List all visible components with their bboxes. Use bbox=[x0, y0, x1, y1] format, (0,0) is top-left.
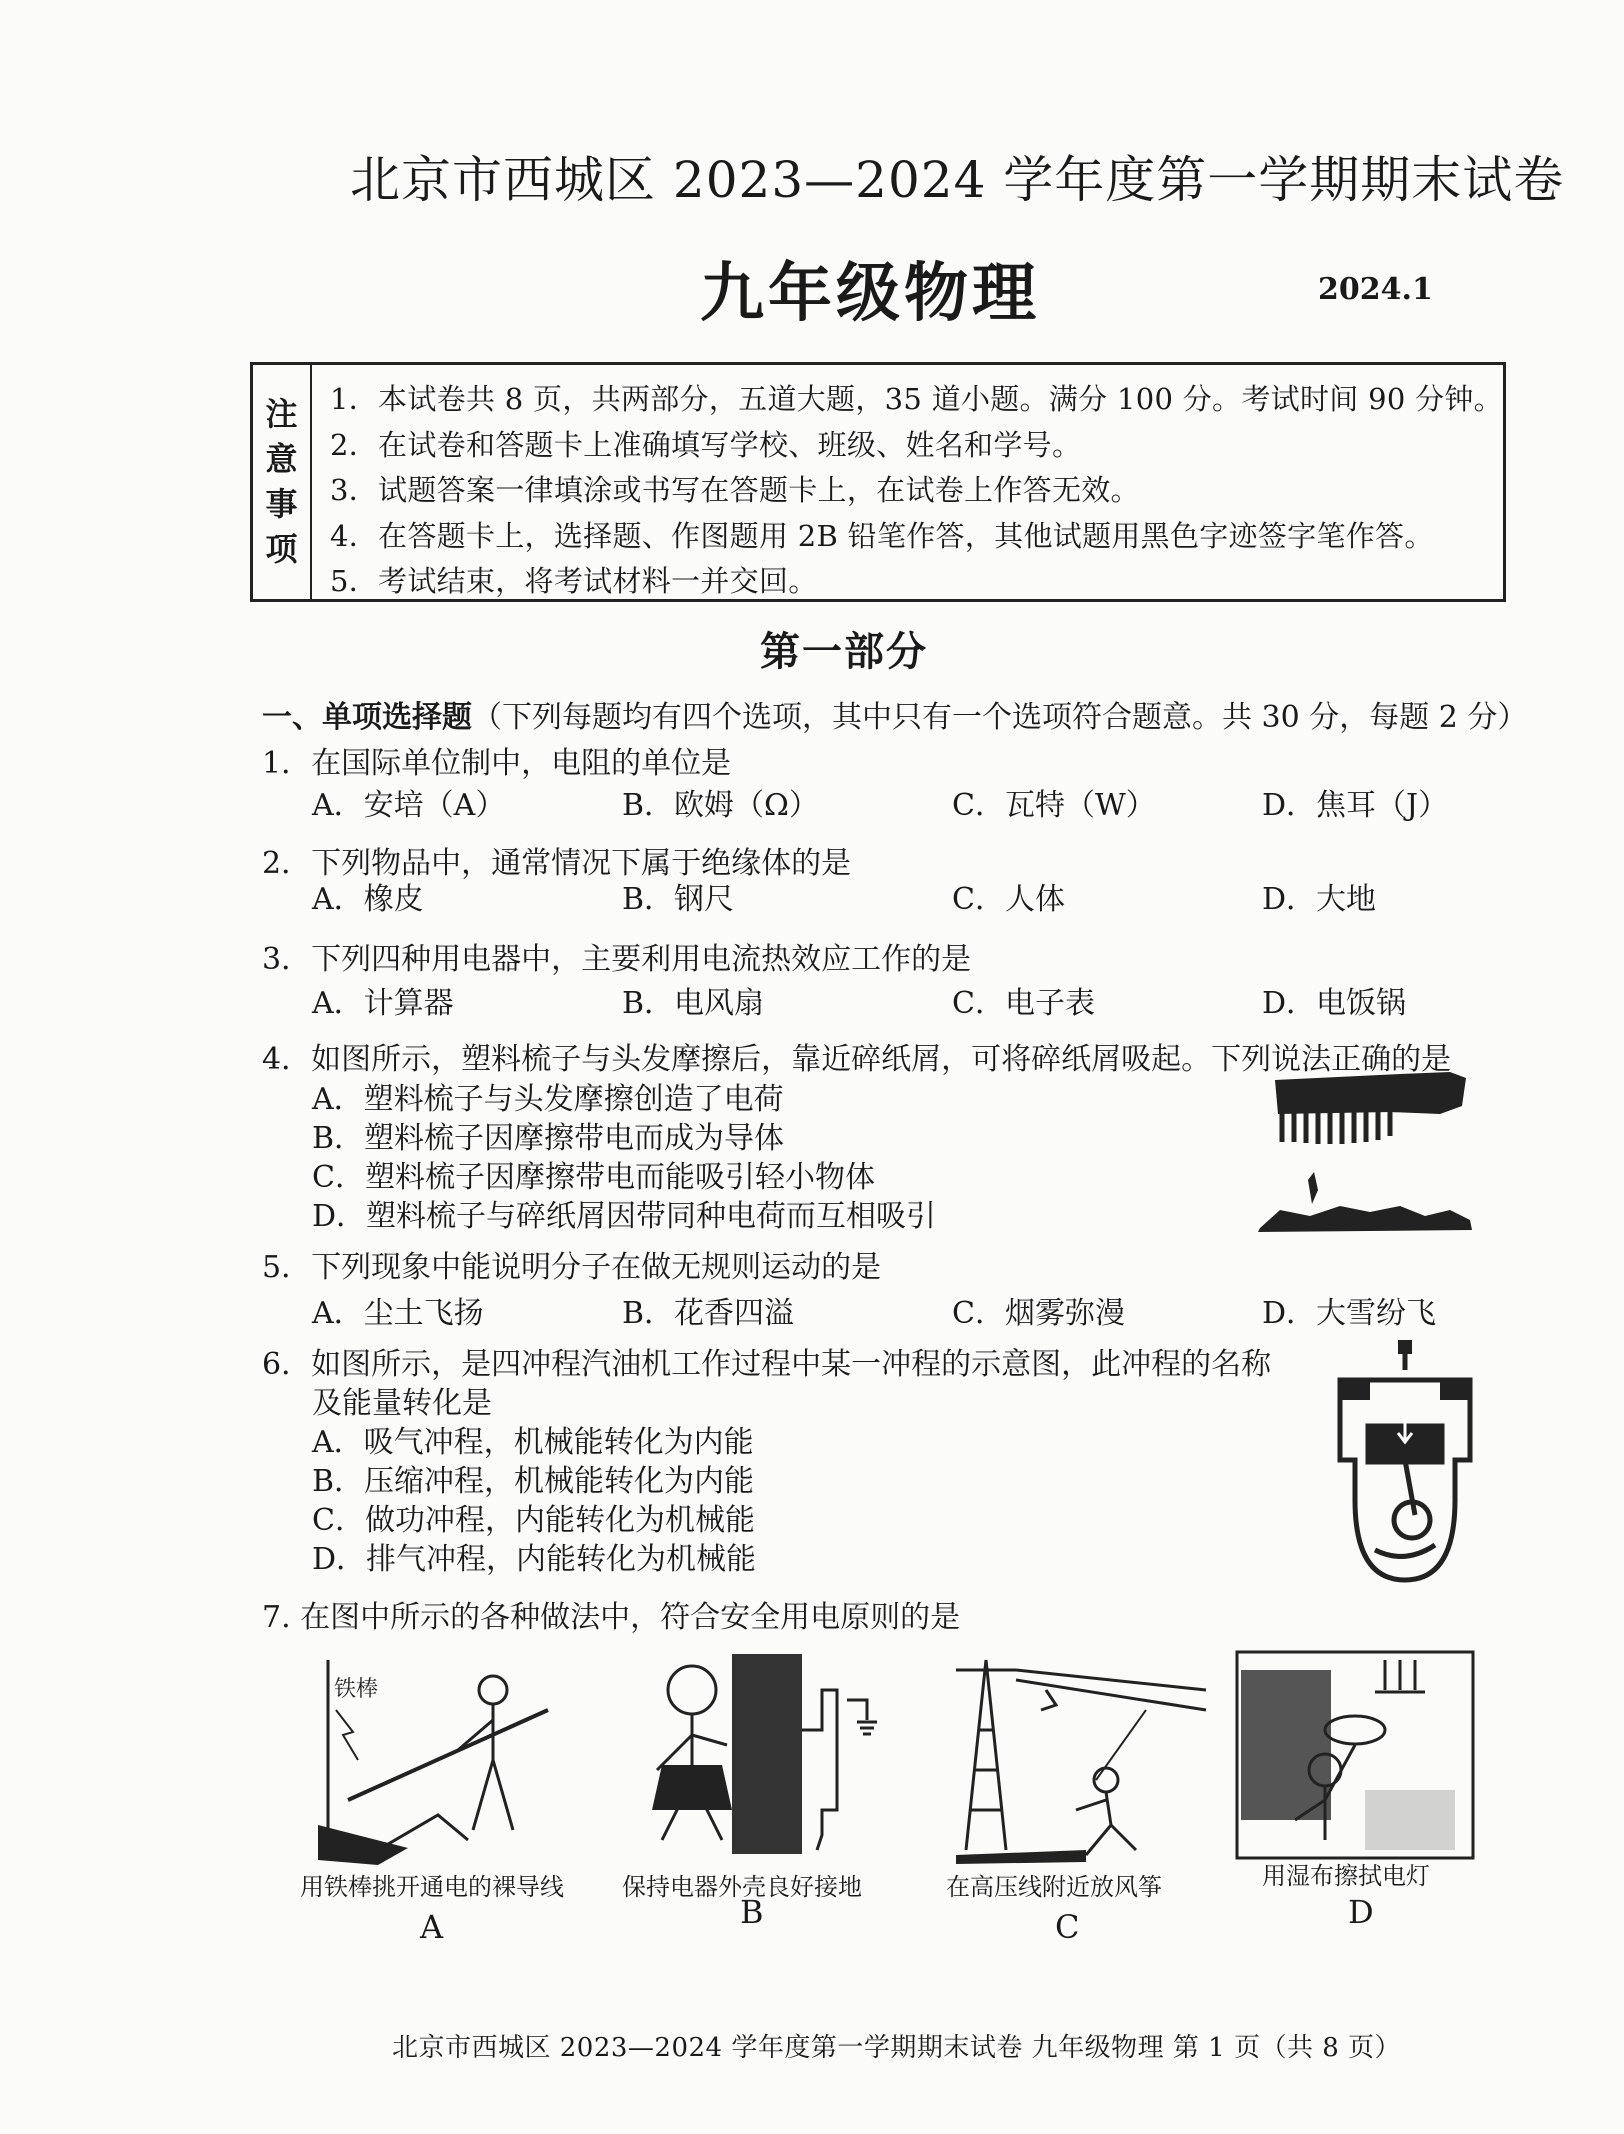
notice-item: 3．试题答案一律填涂或书写在答题卡上，在试卷上作答无效。 bbox=[330, 473, 1140, 507]
question-option: C．人体 bbox=[952, 882, 1065, 917]
notice-box bbox=[250, 362, 1506, 602]
question-option: D．焦耳（J） bbox=[1262, 788, 1449, 823]
engine-figure bbox=[1330, 1340, 1480, 1590]
question-option: A．橡皮 bbox=[312, 882, 424, 917]
comb bbox=[1275, 1072, 1466, 1144]
question-option: A．塑料梳子与头发摩擦创造了电荷 bbox=[312, 1082, 784, 1117]
question-option: C．电子表 bbox=[952, 986, 1095, 1021]
question-option: B．钢尺 bbox=[622, 882, 735, 917]
question-option: C．塑料梳子因摩擦带电而能吸引轻小物体 bbox=[312, 1160, 875, 1195]
notice-item: 1．本试卷共 8 页，共两部分，五道大题，35 道小题。满分 100 分。考试时间 90 分钟。 bbox=[330, 382, 1503, 416]
comb-figure bbox=[1250, 1070, 1480, 1235]
section-title-bold: 一、单项选择题 bbox=[262, 700, 472, 735]
spark-plug-tip bbox=[1398, 1340, 1412, 1354]
question-stem: 5．下列现象中能说明分子在做无规则运动的是 bbox=[262, 1250, 882, 1285]
notice-items bbox=[312, 365, 1503, 599]
figure-c-caption: 在高压线附近放风筝 bbox=[946, 1873, 1162, 1901]
question-option: D．大地 bbox=[1262, 882, 1377, 917]
question-option: C．瓦特（W） bbox=[952, 788, 1156, 823]
question-stem: 3．下列四种用电器中，主要利用电流热效应工作的是 bbox=[262, 942, 972, 977]
question-option: D．排气冲程，内能转化为机械能 bbox=[312, 1542, 757, 1577]
intake-valve bbox=[1340, 1380, 1370, 1400]
figure-b-illustration bbox=[622, 1650, 902, 1870]
figure-a-caption: 用铁棒挑开通电的裸导线 bbox=[300, 1873, 564, 1901]
figure-d-letter: D bbox=[1348, 1893, 1374, 1931]
question-stem: 4．如图所示，塑料梳子与头发摩擦后，靠近碎纸屑，可将碎纸屑吸起。下列说法正确的是 bbox=[262, 1042, 1452, 1077]
question-stem: 1．在国际单位制中，电阻的单位是 bbox=[262, 746, 732, 781]
section-title-rest: （下列每题均有四个选项，其中只有一个选项符合题意。共 30 分，每题 2 分） bbox=[472, 700, 1528, 735]
question-stem: 2．下列物品中，通常情况下属于绝缘体的是 bbox=[262, 846, 852, 881]
question-option: D．大雪纷飞 bbox=[1262, 1296, 1437, 1331]
lamp-icon bbox=[1325, 1716, 1385, 1744]
figure-c-illustration bbox=[946, 1650, 1216, 1870]
question-option: D．电饭锅 bbox=[1262, 986, 1407, 1021]
notice-label-char: 注 bbox=[265, 395, 298, 433]
exhaust-valve bbox=[1440, 1380, 1470, 1400]
power-tower bbox=[956, 1660, 1016, 1850]
question-option: C．烟雾弥漫 bbox=[952, 1296, 1125, 1331]
figure-d-caption: 用湿布擦拭电灯 bbox=[1262, 1862, 1430, 1890]
figure-a-letter: A bbox=[420, 1908, 444, 1946]
kite-icon bbox=[1041, 1690, 1056, 1710]
question-stem-continued: 及能量转化是 bbox=[312, 1386, 492, 1421]
exam-date: 2024.1 bbox=[1318, 272, 1433, 307]
figure-c-letter: C bbox=[1055, 1908, 1080, 1946]
paper-scraps bbox=[1258, 1172, 1472, 1232]
cylinder-outline bbox=[1340, 1380, 1470, 1580]
question-option: A．计算器 bbox=[312, 986, 454, 1021]
notice-item: 4．在答题卡上，选择题、作图题用 2B 铅笔作答，其他试题用黑色字迹签字笔作答。 bbox=[330, 518, 1434, 553]
notice-item: 2．在试卷和答题卡上准确填写学校、班级、姓名和学号。 bbox=[330, 427, 1082, 462]
ground-wire bbox=[802, 1690, 867, 1850]
connecting-rod bbox=[1405, 1460, 1415, 1515]
figure-b-caption: 保持电器外壳良好接地 bbox=[622, 1873, 862, 1901]
exam-subtitle: 九年级物理 bbox=[700, 256, 1040, 331]
exam-title: 北京市西城区 2023—2024 学年度第一学期期末试卷 bbox=[350, 151, 1565, 209]
question-option: A．吸气冲程，机械能转化为内能 bbox=[312, 1425, 754, 1460]
question-option: C．做功冲程，内能转化为机械能 bbox=[312, 1503, 755, 1538]
figure-b-letter: B bbox=[740, 1893, 764, 1931]
curtain bbox=[1241, 1670, 1331, 1820]
question-stem: 7. 在图中所示的各种做法中，符合安全用电原则的是 bbox=[262, 1600, 961, 1635]
iron-rod-label: 铁棒 bbox=[334, 1677, 379, 1702]
figure-a-illustration bbox=[298, 1650, 578, 1870]
notice-item: 5．考试结束，将考试材料一并交回。 bbox=[330, 564, 818, 598]
part-title: 第一部分 bbox=[760, 628, 928, 675]
page-footer: 北京市西城区 2023—2024 学年度第一学期期末试卷 九年级物理 第 1 页（共 8 页） bbox=[392, 2033, 1402, 2063]
notice-label-char: 项 bbox=[265, 530, 298, 568]
question-option: A．安培（A） bbox=[312, 788, 506, 823]
question-option: B．塑料梳子因摩擦带电而成为导体 bbox=[312, 1121, 785, 1156]
notice-label-char: 事 bbox=[265, 485, 298, 523]
notice-label bbox=[253, 365, 312, 599]
question-option: B．压缩冲程，机械能转化为内能 bbox=[312, 1464, 755, 1499]
question-option: D．塑料梳子与碎纸屑因带同种电荷而互相吸引 bbox=[312, 1199, 937, 1234]
section-title bbox=[262, 692, 1527, 736]
question-option: A．尘土飞扬 bbox=[312, 1296, 484, 1331]
notice-label-char: 意 bbox=[265, 440, 298, 478]
question-stem: 6．如图所示，是四冲程汽油机工作过程中某一冲程的示意图，此冲程的名称 bbox=[262, 1347, 1272, 1382]
question-option: B．花香四溢 bbox=[622, 1296, 795, 1331]
figure-d-illustration bbox=[1235, 1650, 1475, 1860]
appliance-casing bbox=[732, 1654, 802, 1854]
question-option: B．欧姆（Ω） bbox=[622, 788, 819, 823]
question-option: B．电风扇 bbox=[622, 986, 765, 1021]
